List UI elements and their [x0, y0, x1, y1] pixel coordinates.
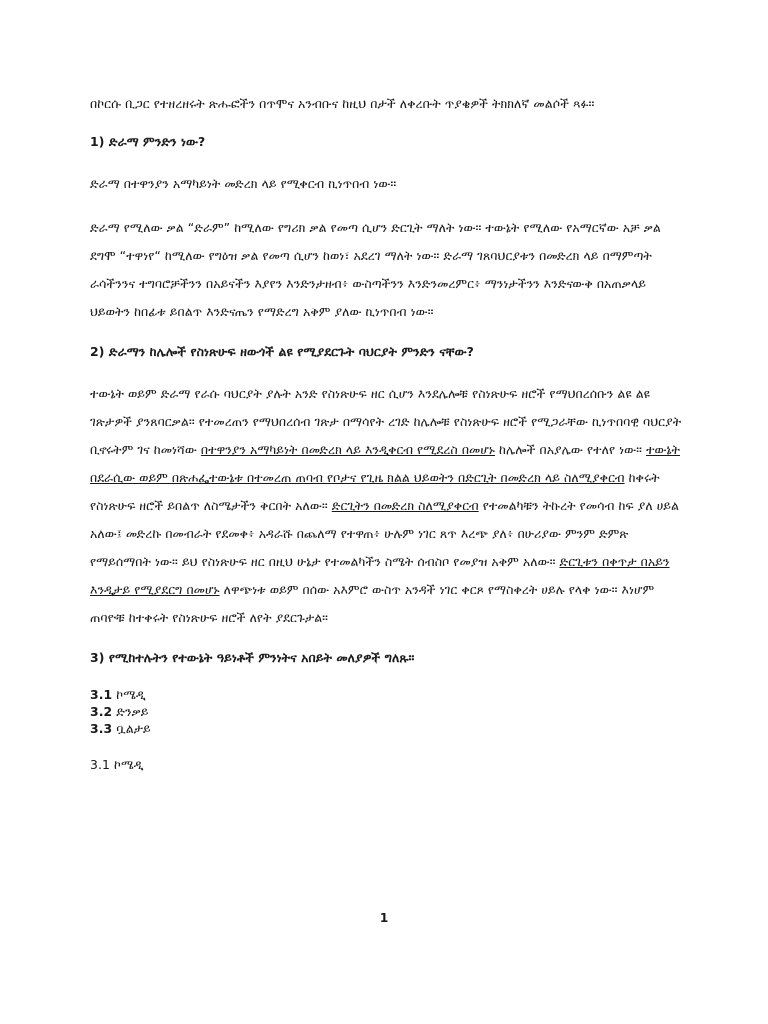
- question-3-text: የሚከተሉትን የተውኔት ዓይነቶች ምንነትና አበይት መለያዎች ግለጹ።: [108, 650, 415, 665]
- list-item-label: ቧልታይ: [116, 721, 151, 736]
- question-2-text: ድራማን ከሌሎች የስነጽሁፍ ዘውጎች ልዩ የሚያደርጉት ባህርያት ምንድን ናቸው?: [108, 344, 474, 359]
- q2-text-a: ተውኔት ወይም ድራማ የራሱ ባህርያት ያሉት አንድ የስነጽሁፍ ዘር ሲሆን እንደሌሎቹ የስነጽሁፍ ዘሮች የማህበረሰቡን ልዩ ልዩ ገጽታዎች ያንጸባርቃል። የተመረጠን የማህበረሰብ ገጽታ በማሳየት ረገድ ከሌሎቹ የስነጽሁፍ ዘሮች የሚጋራቸው ኪነጥበባዊ ባህርያት ቢኖሩትም ገና ከመነሻው: [90, 386, 682, 457]
- question-3: [90, 644, 682, 672]
- question-3-number: 3): [90, 650, 105, 665]
- q2-text-b: ከሌሎች በአያሌው የተለየ ነው።: [495, 442, 647, 457]
- question-2: [90, 338, 682, 366]
- list-item: [90, 686, 682, 703]
- question-1: [90, 128, 682, 156]
- question-1-text: ድራማ ምንድን ነው?: [108, 134, 206, 149]
- question-2-paragraph: [90, 380, 682, 632]
- intro-paragraph: በኮርሱ ቢጋር የተዘረዘሩት ጽሑፎችን በጥሞና አንብቡና ከዚህ በታች ለቀረቡት ጥያቄዎች ትክክለኛ መልሶች ጻፉ።: [90, 96, 595, 111]
- list-item-number: 3.1: [90, 687, 113, 702]
- q2-text-c: ከቀሩት የስነጽሁፍ ዘሮች ይበልጥ ለስሜታችን ቅርበት አለው።: [90, 470, 660, 513]
- q2-underline-b: ተውኔት በደራሲው ወይም በጽሐፌተውኔቱ በተመረጠ ጠባብ የቦታና የጊዜ ክልል ህይወትን በድርጊት በመድረክ ላይ ስለሚያቀርብ: [90, 442, 680, 485]
- question-1-answer: ድራማ በተዋንያን አማካይነት መድረክ ላይ የሚቀርብ ኪነጥበብ ነው።: [90, 176, 397, 191]
- question-2-number: 2): [90, 344, 105, 359]
- page-number: 1: [379, 911, 389, 925]
- list-item-label: ኮሜዲ: [116, 687, 146, 702]
- list-item-number: 3.2: [90, 704, 113, 719]
- question-1-number: 1): [90, 134, 105, 149]
- question-1-paragraph: ድራማ የሚለው ቃል “ድራም” ከሚለው የግሪክ ቃል የመጣ ሲሆን ድርጊት ማለት ነው። ተውኔት የሚለው የአማርኛው አቻ ቃል ደግሞ “ተዋነየ“ ከሚለው የግዕዝ ቃል የመጣ ሲሆን ከወነ፣ አደረገ ማለት ነው። ድራማ ገጸባህርያቱን በመድረክ ላይ በማምጣት ራሳችንንና ተግባሮቻችንን በአይናችን እያየን እንድንታዘብ፥ ውስጣችንን እንድንመረምር፥ ማንነታችንን እንድናውቅ በአጠቃላይ ህይወትን ከበፊቱ ይበልጥ እንድናጤን የማድረግ አቅም ያለው ኪነጥበብ ነው።: [90, 220, 661, 319]
- q2-underline-d: ድርጊቱን በቀጥታ በአይን እንዲታይ የሚያደርግ በመሆኑ: [90, 554, 670, 597]
- question-3-list: [90, 686, 682, 737]
- q2-text-e: ለዋጭነቱ ወይም በሰው አእምሮ ውስጥ አንዳች ነገር ቀርጾ የማስቀረት ሀይሉ የላቀ ነው። እነሆም ጠባዮቹ ከተቀሩት የስነጽሁፍ ዘሮች ለየት ያደርጉታል።: [90, 582, 655, 625]
- list-item-label: ድንቃይ: [116, 704, 149, 719]
- q2-text-d: የተመልካቹን ትኩረት የመሳብ ከፍ ያለ ሀይል አለው፤ መድረኩ በመብራት የደመቀ፥ አዳራሹ በጨለማ የተዋጠ፥ ሁሉም ነገር ጸጥ እረጭ ያለ፥ በሁሪያው ምንም ድምጽ የማይሰማበት ነው። ይህ የስነጽሁፍ ዘር በዚህ ሁኔታ የተመልካችን ስሜት ሰብስቦ የመያዝ አቅም አለው።: [90, 498, 679, 569]
- list-item: [90, 720, 682, 737]
- document-body: [90, 90, 682, 775]
- q2-underline-a: በተዋንያን አማካይነት በመድረክ ላይ እንዲቀርብ የሚደረስ በመሆኑ: [200, 442, 495, 457]
- list-item: [90, 703, 682, 720]
- section-heading-3-1: 3.1 ኮሜዲ: [90, 757, 144, 772]
- list-item-number: 3.3: [90, 721, 113, 736]
- q2-underline-c: ድርጊትን በመድረክ ስለሚያቀርብ: [331, 498, 479, 513]
